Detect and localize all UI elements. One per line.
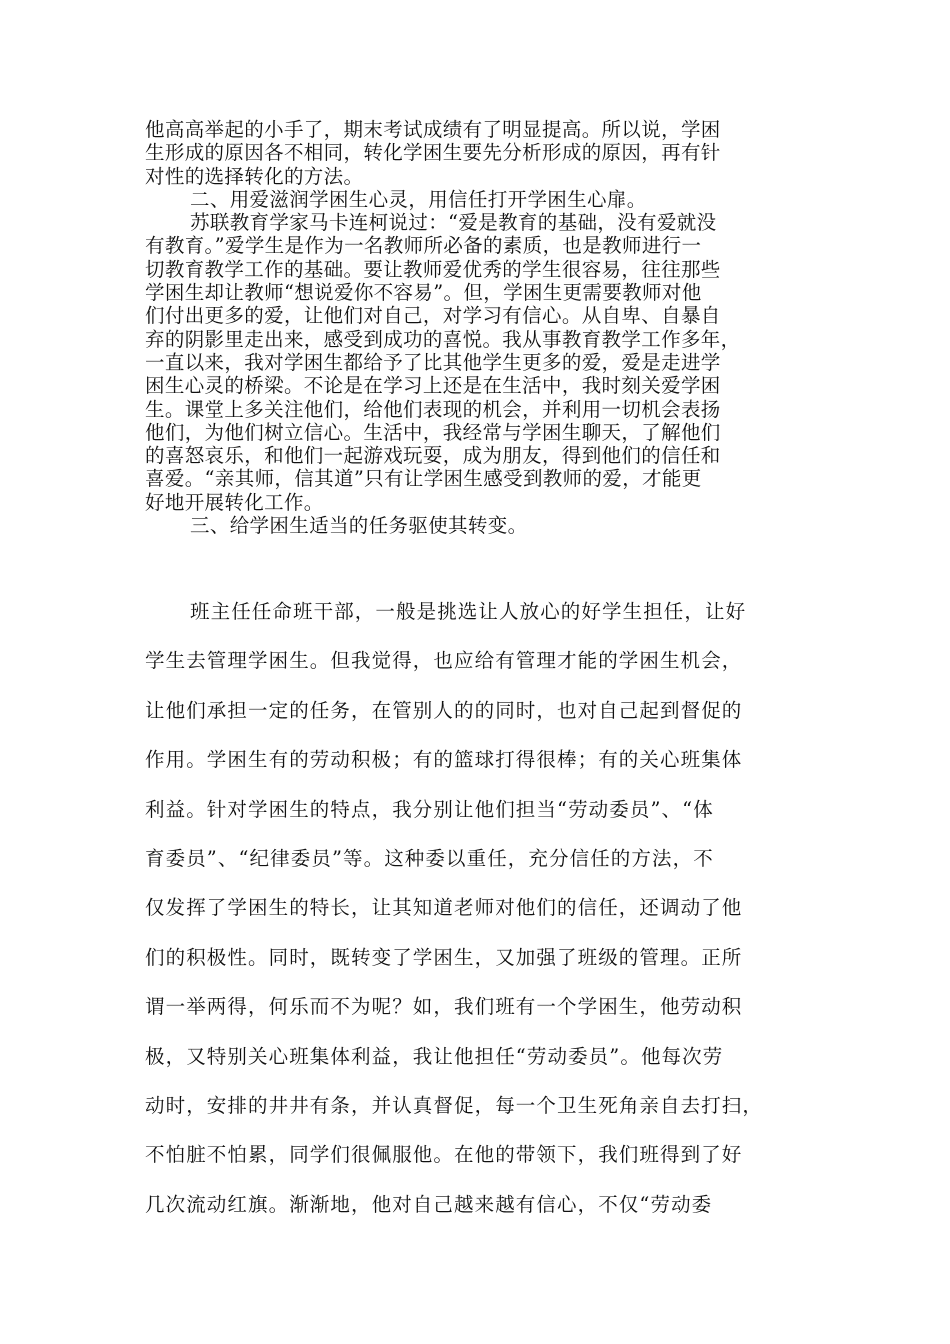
dense-text-block (145, 118, 825, 537)
text-line: 切教育教学工作的基础。要让教师爱优秀的学生很容易，往往那些 (145, 257, 721, 281)
text-line: 他高高举起的小手了，期末考试成绩有了明显提高。所以说，学困 (145, 118, 721, 141)
text-line: 们付出更多的爱，让他们对自己，对学习有信心。从自卑、自暴自 (145, 304, 721, 328)
text-line: 喜爱。“亲其师，信其道”只有让学困生感受到教师的爱，才能更 (145, 467, 702, 491)
text-line: 学困生却让教师“想说爱你不容易”。但，学困生更需要教师对他 (145, 281, 702, 305)
text-line: 仅发挥了学困生的特长，让其知道老师对他们的信任，还调动了他 (145, 896, 743, 920)
spaced-text-block (145, 587, 825, 1229)
text-line: 对性的选择转化的方法。 (145, 164, 364, 188)
text-line: 不怕脏不怕累，同学们很佩服他。在他的带领下，我们班得到了好 (145, 1143, 743, 1167)
text-line: 一直以来，我对学困生都给予了比其他学生更多的爱，爱是走进学 (145, 350, 721, 374)
text-line: 让他们承担一定的任务，在管别人的的同时，也对自己起到督促的 (145, 698, 743, 722)
text-line: 好地开展转化工作。 (145, 490, 324, 514)
text-line: 班主任任命班干部，一般是挑选让人放心的好学生担任，让好 (190, 600, 747, 623)
text-line: 有教育。”爱学生是作为一名教师所必备的素质，也是教师进行一 (145, 234, 702, 258)
text-line: 生。课堂上多关注他们，给他们表现的机会，并利用一切机会表扬 (145, 397, 721, 421)
text-line: 们的积极性。同时，既转变了学困生，又加强了班级的管理。正所 (145, 945, 743, 969)
text-line: 动时，安排的井井有条，并认真督促，每一个卫生死角亲自去打扫， (145, 1093, 764, 1117)
text-line: 生形成的原因各不相同，转化学困生要先分析形成的原因，再有针 (145, 141, 721, 165)
text-line: 极，又特别关心班集体利益，我让他担任“劳动委员”。他每次劳 (145, 1044, 724, 1068)
section-heading-2: 二、用爱滋润学困生心灵，用信任打开学困生心扉。 (190, 187, 647, 211)
text-line: 育委员”、“纪律委员”等。这种委以重任，充分信任的方法，不 (145, 846, 714, 870)
text-line: 弃的阴影里走出来，感受到成功的喜悦。我从事教育教学工作多年， (145, 327, 741, 351)
section-heading-3: 三、给学困生适当的任务驱使其转变。 (190, 514, 528, 538)
text-line: 利益。针对学困生的特点，我分别让他们担当“劳动委员”、“体 (145, 797, 714, 821)
text-line: 苏联教育学家马卡连柯说过：“爱是教育的基础，没有爱就没 (190, 211, 717, 235)
text-line: 困生心灵的桥梁。不论是在学习上还是在生活中，我时刻关爱学困 (145, 374, 721, 398)
text-line: 的喜怒哀乐，和他们一起游戏玩耍，成为朋友，得到他们的信任和 (145, 444, 721, 468)
text-line: 谓一举两得，何乐而不为呢？如，我们班有一个学困生，他劳动积 (145, 995, 743, 1019)
text-line: 几次流动红旗。渐渐地，他对自己越来越有信心，不仅“劳动委 (145, 1192, 713, 1216)
text-line: 学生去管理学困生。但我觉得，也应给有管理才能的学困生机会， (145, 649, 743, 673)
text-line: 他们，为他们树立信心。生活中，我经常与学困生聊天，了解他们 (145, 420, 721, 444)
text-line: 作用。学困生有的劳动积极；有的篮球打得很棒；有的关心班集体 (145, 748, 743, 772)
